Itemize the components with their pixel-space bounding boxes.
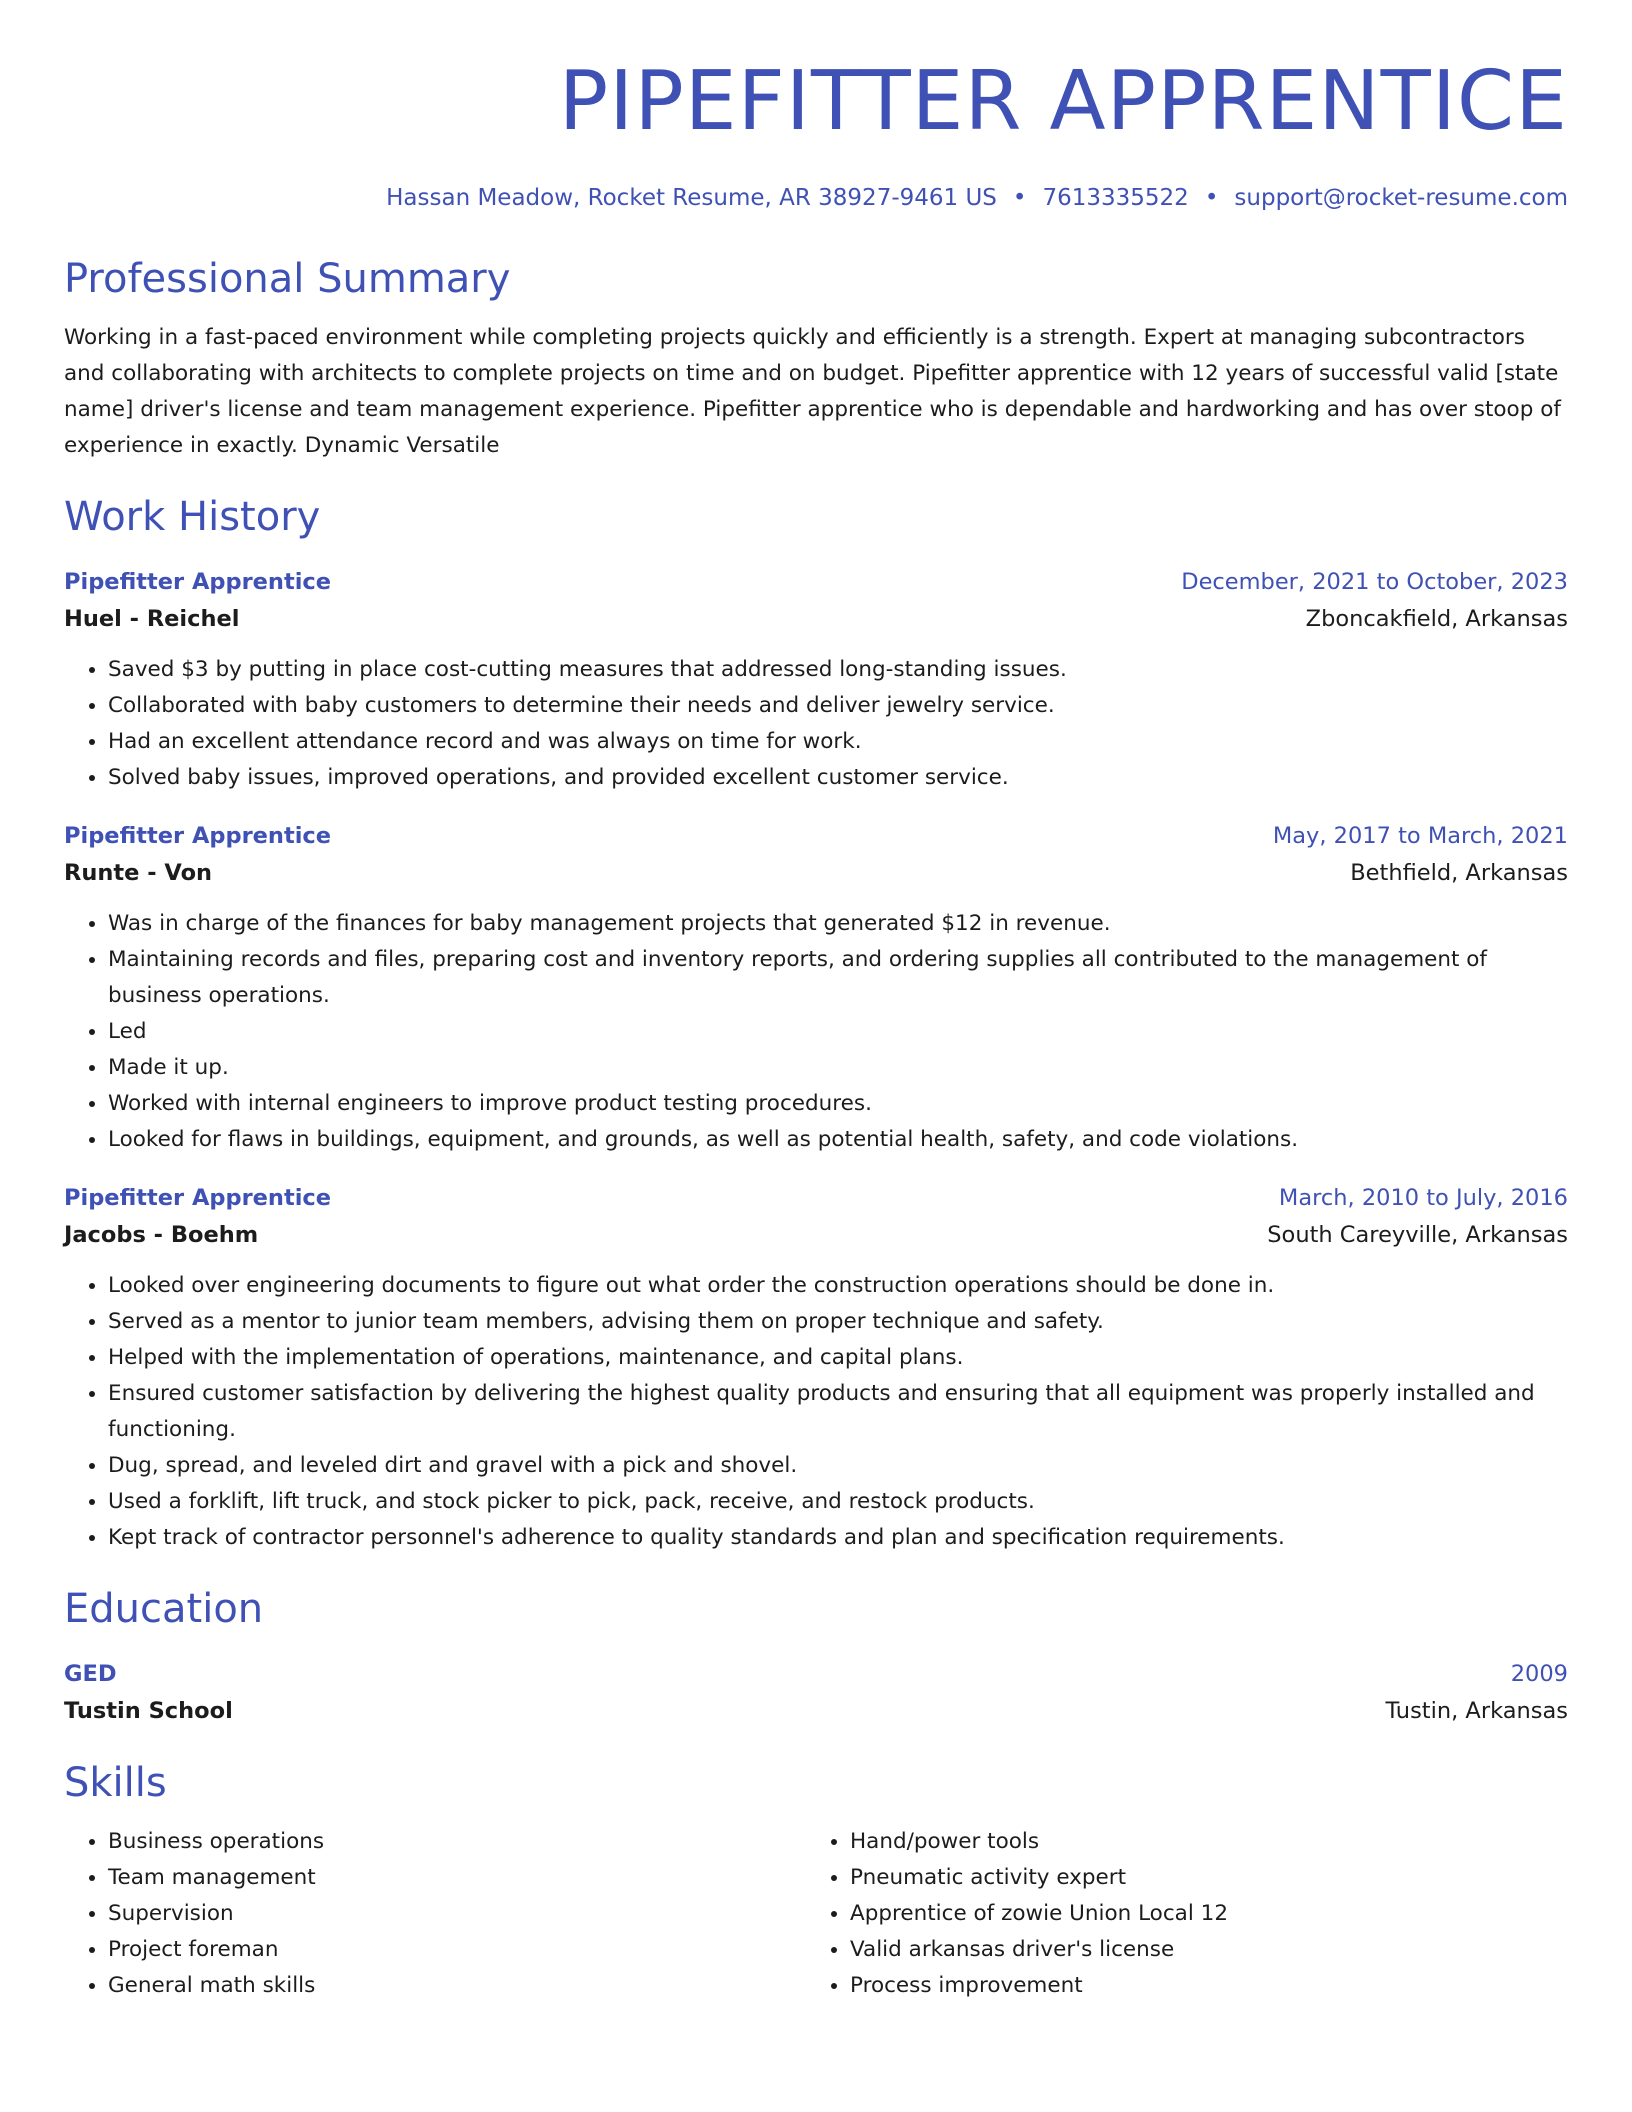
- job-dates: March, 2010 to July, 2016: [1278, 1185, 1568, 1211]
- education-school: Tustin School: [64, 1698, 233, 1724]
- skill-item: • Project foreman: [108, 1932, 806, 1968]
- job-bullet: • Served as a mentor to junior team members, advising them on proper technique and safety.: [108, 1304, 1568, 1340]
- job-bullets: [64, 652, 1568, 796]
- education-year: 2009: [1510, 1661, 1568, 1687]
- job-bullet: • Looked for flaws in buildings, equipment, and grounds, as well as potential health, safety, and code violations.: [108, 1122, 1568, 1158]
- job-bullet: • Had an excellent attendance record and was always on time for work.: [108, 724, 1568, 760]
- job-bullet: • Maintaining records and files, preparing cost and inventory reports, and ordering supplies all contributed to the management of business operations.: [108, 942, 1568, 1014]
- job-bullet: • Solved baby issues, improved operations, and provided excellent customer service.: [108, 760, 1568, 796]
- job-bullet: • Was in charge of the finances for baby management projects that generated $12 in revenue.: [108, 906, 1568, 942]
- skill-item: • Apprentice of zowie Union Local 12: [850, 1896, 1568, 1932]
- contact-address: Hassan Meadow, Rocket Resume, AR 38927-9461 US: [386, 185, 997, 211]
- job-bullets: [64, 1268, 1568, 1556]
- education-location: Tustin, Arkansas: [1385, 1698, 1568, 1724]
- summary-heading: Professional Summary: [64, 256, 511, 302]
- job-entry: [64, 564, 1568, 796]
- job-bullet: • Led: [108, 1014, 1568, 1050]
- job-title: Pipefitter Apprentice: [64, 1185, 332, 1211]
- job-title: Pipefitter Apprentice: [64, 569, 332, 595]
- contact-phone: 7613335522: [1042, 185, 1189, 211]
- job-bullet: • Made it up.: [108, 1050, 1568, 1086]
- skill-item: • Hand/power tools: [850, 1824, 1568, 1860]
- skill-item: • Pneumatic activity expert: [850, 1860, 1568, 1896]
- skill-item: • General math skills: [108, 1968, 806, 2004]
- skills-column-right: [806, 1824, 1568, 2004]
- skills-column-left: [64, 1824, 806, 2004]
- contact-separator: •: [1012, 185, 1027, 211]
- job-bullet: • Ensured customer satisfaction by delivering the highest quality products and ensuring that all equipment was properly installed and functioning.: [108, 1376, 1568, 1448]
- job-bullet: • Collaborated with baby customers to determine their needs and deliver jewelry service.: [108, 688, 1568, 724]
- skill-item: • Team management: [108, 1860, 806, 1896]
- job-company: Huel - Reichel: [64, 606, 240, 632]
- job-company: Jacobs - Boehm: [64, 1222, 259, 1248]
- skill-item: • Valid arkansas driver's license: [850, 1932, 1568, 1968]
- job-bullets: [64, 906, 1568, 1158]
- job-bullet: • Worked with internal engineers to improve product testing procedures.: [108, 1086, 1568, 1122]
- contact-email: support@rocket-resume.com: [1234, 185, 1568, 211]
- job-entry: [64, 1180, 1568, 1556]
- work-history-heading: Work History: [64, 494, 321, 540]
- job-company: Runte - Von: [64, 860, 213, 886]
- job-location: South Careyville, Arkansas: [1267, 1222, 1568, 1248]
- job-location: Zboncakfield, Arkansas: [1305, 606, 1568, 632]
- job-title: Pipefitter Apprentice: [64, 823, 332, 849]
- job-location: Bethfield, Arkansas: [1350, 860, 1568, 886]
- job-bullet: • Kept track of contractor personnel's adherence to quality standards and plan and specification requirements.: [108, 1520, 1568, 1556]
- contact-separator: •: [1204, 185, 1219, 211]
- job-dates: May, 2017 to March, 2021: [1272, 823, 1568, 849]
- summary-text: Working in a fast-paced environment while completing projects quickly and efficiently is a strength. Expert at managing subcontractors and collaborating with architects to complete projects on time and on budget. Pipefitter apprentice with 12 years of successful valid [state name] driver's license and team management experience. Pipefitter apprentice who is dependable and hardworking and has over stoop of experience in exactly. Dynamic Versatile: [64, 325, 1561, 458]
- job-bullet: • Used a forklift, lift truck, and stock picker to pick, pack, receive, and restock products.: [108, 1484, 1568, 1520]
- skills-heading: Skills: [64, 1760, 167, 1806]
- skill-item: • Process improvement: [850, 1968, 1568, 2004]
- education-heading: Education: [64, 1586, 264, 1632]
- education-degree: GED: [64, 1661, 117, 1687]
- job-bullet: • Dug, spread, and leveled dirt and gravel with a pick and shovel.: [108, 1448, 1568, 1484]
- education-entry: [64, 1656, 1568, 1730]
- job-dates: December, 2021 to October, 2023: [1181, 569, 1568, 595]
- skill-item: • Supervision: [108, 1896, 806, 1932]
- contact-line: [64, 182, 1568, 214]
- resume-title: PIPEFITTER APPRENTICE: [558, 54, 1568, 149]
- skill-item: • Business operations: [108, 1824, 806, 1860]
- job-bullet: • Helped with the implementation of operations, maintenance, and capital plans.: [108, 1340, 1568, 1376]
- skills-list: [64, 1824, 1568, 2004]
- job-bullet: • Looked over engineering documents to figure out what order the construction operations should be done in.: [108, 1268, 1568, 1304]
- job-bullet: • Saved $3 by putting in place cost-cutting measures that addressed long-standing issues.: [108, 652, 1568, 688]
- job-entry: [64, 818, 1568, 1158]
